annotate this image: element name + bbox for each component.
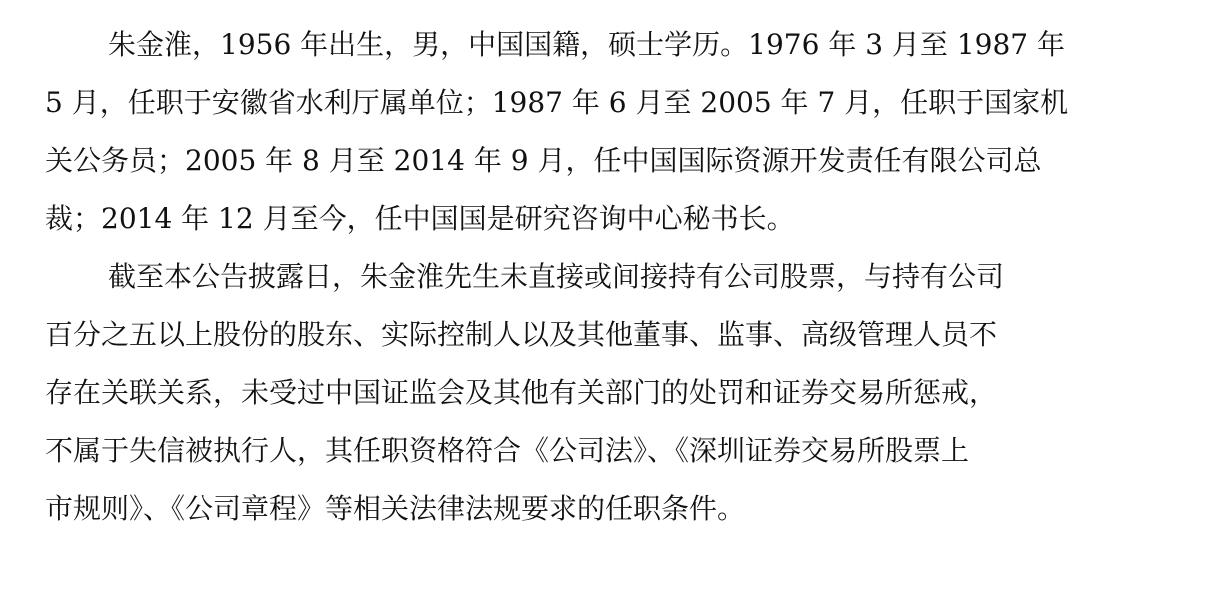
- paragraph-disclosure: [45, 248, 1170, 538]
- paragraph-line: 朱金淮，1956 年出生，男，中国国籍，硕士学历。1976 年 3 月至 1987 年: [108, 28, 1065, 61]
- paragraph-line: 关公务员；2005 年 8 月至 2014 年 9 月，任中国国际资源开发责任有限公司总: [45, 144, 1042, 177]
- paragraph-biography: [45, 16, 1170, 248]
- paragraph-line: 裁；2014 年 12 月至今，任中国国是研究咨询中心秘书长。: [45, 202, 795, 235]
- paragraph-line: 5 月，任职于安徽省水利厅属单位；1987 年 6 月至 2005 年 7 月，任职于国家机: [45, 86, 1069, 119]
- document-body: [45, 16, 1170, 538]
- paragraph-line: 市规则》、《公司章程》等相关法律法规要求的任职条件。: [45, 492, 746, 525]
- paragraph-line: 存在关联关系，未受过中国证监会及其他有关部门的处罚和证券交易所惩戒，: [45, 376, 998, 409]
- paragraph-line: 不属于失信被执行人，其任职资格符合《公司法》、《深圳证券交易所股票上: [45, 434, 970, 467]
- paragraph-line: 百分之五以上股份的股东、实际控制人以及其他董事、监事、高级管理人员不: [45, 318, 998, 351]
- paragraph-line: 截至本公告披露日，朱金淮先生未直接或间接持有公司股票，与持有公司: [108, 260, 1005, 293]
